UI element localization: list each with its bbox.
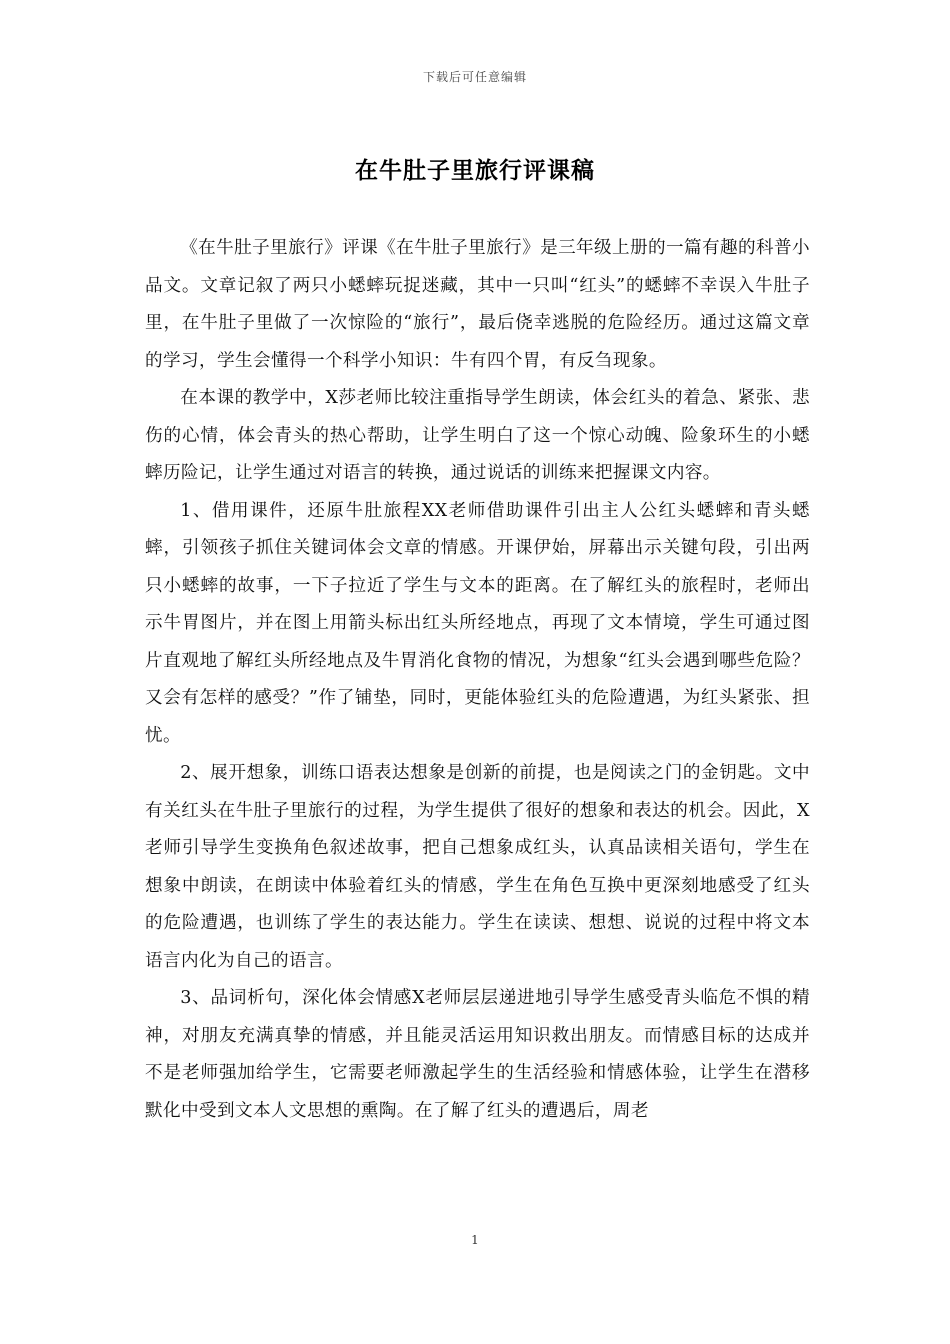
document-body [145, 230, 810, 1130]
page-header: 下载后可任意编辑 [422, 70, 527, 84]
paragraph-point-1: 1、借用课件，还原牛肚旅程XX老师借助课件引出主人公红头蟋蟀和青头蟋蟀，引领孩子抓住关键词体会文章的情感。开课伊始，屏幕出示关键句段，引出两只小蟋蟀的故事，一下子拉近了学生与文本的距离。在了解红头的旅程时，老师出示牛胃图片，并在图上用箭头标出红头所经地点，再现了文本情境，学生可通过图片直观地了解红头所经地点及牛胃消化食物的情况，为想象“红头会遇到哪些危险？又会有怎样的感受？”作了铺垫，同时，更能体验红头的危险遭遇，为红头紧张、担忧。 [145, 500, 810, 746]
paragraph-teaching: 在本课的教学中，X莎老师比较注重指导学生朗读，体会红头的着急、紧张、悲伤的心情，体会青头的热心帮助，让学生明白了这一个惊心动魄、险象环生的小蟋蟀历险记，让学生通过对语言的转换，通过说话的训练来把握课文内容。 [145, 388, 810, 483]
page-number: 1 [471, 1233, 479, 1247]
paragraph-intro: 《在牛肚子里旅行》评课《在牛肚子里旅行》是三年级上册的一篇有趣的科普小品文。文章记叙了两只小蟋蟀玩捉迷藏，其中一只叫“红头”的蟋蟀不幸误入牛肚子里，在牛肚子里做了一次惊险的“旅行”，最后侥幸逃脱的危险经历。通过这篇文章的学习，学生会懂得一个科学小知识：牛有四个胃，有反刍现象。 [145, 238, 810, 371]
paragraph-point-2: 2、展开想象，训练口语表达想象是创新的前提，也是阅读之门的金钥匙。文中有关红头在牛肚子里旅行的过程，为学生提供了很好的想象和表达的机会。因此，X老师引导学生变换角色叙述故事，把自己想象成红头，认真品读相关语句，学生在想象中朗读，在朗读中体验着红头的情感，学生在角色互换中更深刻地感受了红头的危险遭遇，也训练了学生的表达能力。学生在读读、想想、说说的过程中将文本语言内化为自己的语言。 [145, 763, 810, 971]
paragraph-point-3: 3、品词析句，深化体会情感X老师层层递进地引导学生感受青头临危不惧的精神，对朋友充满真挚的情感，并且能灵活运用知识救出朋友。而情感目标的达成并不是老师强加给学生，它需要老师激起学生的生活经验和情感体验，让学生在潜移默化中受到文本人文思想的熏陶。在了解了红头的遭遇后，周老 [145, 988, 810, 1121]
document-title: 在牛肚子里旅行评课稿 [355, 158, 595, 184]
